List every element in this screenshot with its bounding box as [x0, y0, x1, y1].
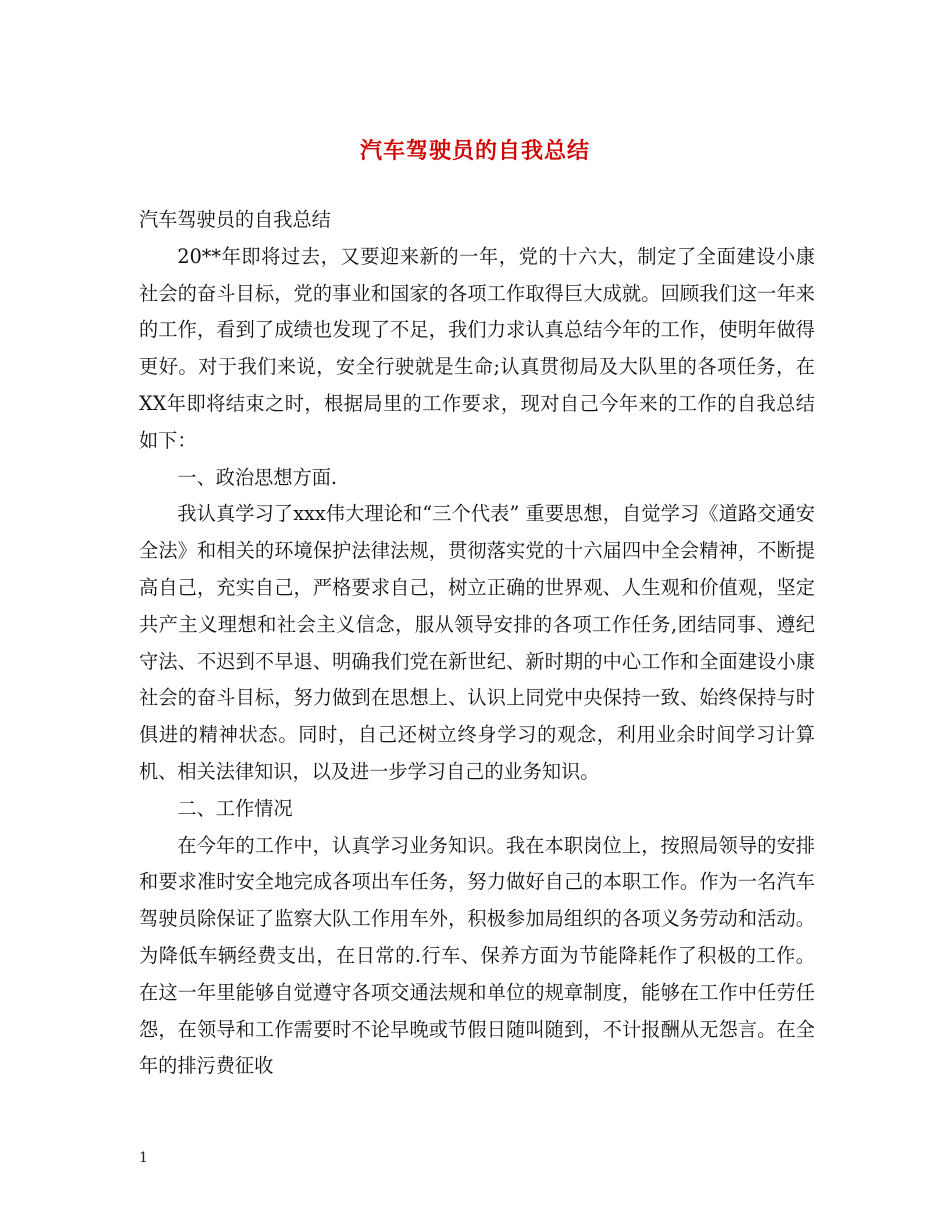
paragraph-work: 在今年的工作中，认真学习业务知识。我在本职岗位上，按照局领导的安排和要求准时安全地完成各项出车任务，努力做好自己的本职工作。作为一名汽车驾驶员除保证了监察大队工作用车外，积极参加局组织的各项义务劳动和活动。为降低车辆经费支出，在日常的.行车、保养方面为节能降耗作了积极的工作。在这一年里能够自觉遵守各项交通法规和单位的规章制度，能够在工作中任劳任怨，在领导和工作需要时不论早晚或节假日随叫随到，不计报酬从无怨言。在全年的排污费征收	[139, 833, 815, 1078]
document-title: 汽车驾驶员的自我总结	[359, 138, 590, 164]
paragraph-political: 我认真学习了xxx伟大理论和“三个代表” 重要思想，自觉学习《道路交通安全法》和相关的环境保护法律法规，贯彻落实党的十六届四中全会精神，不断提高自己，充实自己，严格要求自己，树立正确的世界观、人生观和价值观，坚定共产主义理想和社会主义信念，服从领导安排的各项工作任务,团结同事、遵纪守法、不迟到不早退、明确我们党在新世纪、新时期的中心工作和全面建设小康社会的奋斗目标，努力做到在思想上、认识上同党中央保持一致、始终保持与时俱进的精神状态。同时，自己还树立终身学习的观念，利用业余时间学习计算机、相关法律知识，以及进一步学习自己的业务知识。	[139, 502, 815, 783]
page-number: 1	[139, 1150, 148, 1166]
paragraph-heading: 汽车驾驶员的自我总结	[139, 208, 331, 231]
paragraph-intro: 20**年即将过去，又要迎来新的一年，党的十六大，制定了全面建设小康社会的奋斗目标，党的事业和国家的各项工作取得巨大成就。回顾我们这一年来的工作，看到了成绩也发现了不足，我们力求认真总结今年的工作，使明年做得更好。对于我们来说，安全行驶就是生命;认真贯彻局及大队里的各项任务，在XX年即将结束之时，根据局里的工作要求，现对自己今年来的工作的自我总结如下：	[139, 244, 815, 452]
section-heading-political: 一、政治思想方面.	[177, 465, 337, 489]
document-body	[139, 202, 815, 1085]
section-heading-work: 二、工作情况	[177, 796, 293, 820]
